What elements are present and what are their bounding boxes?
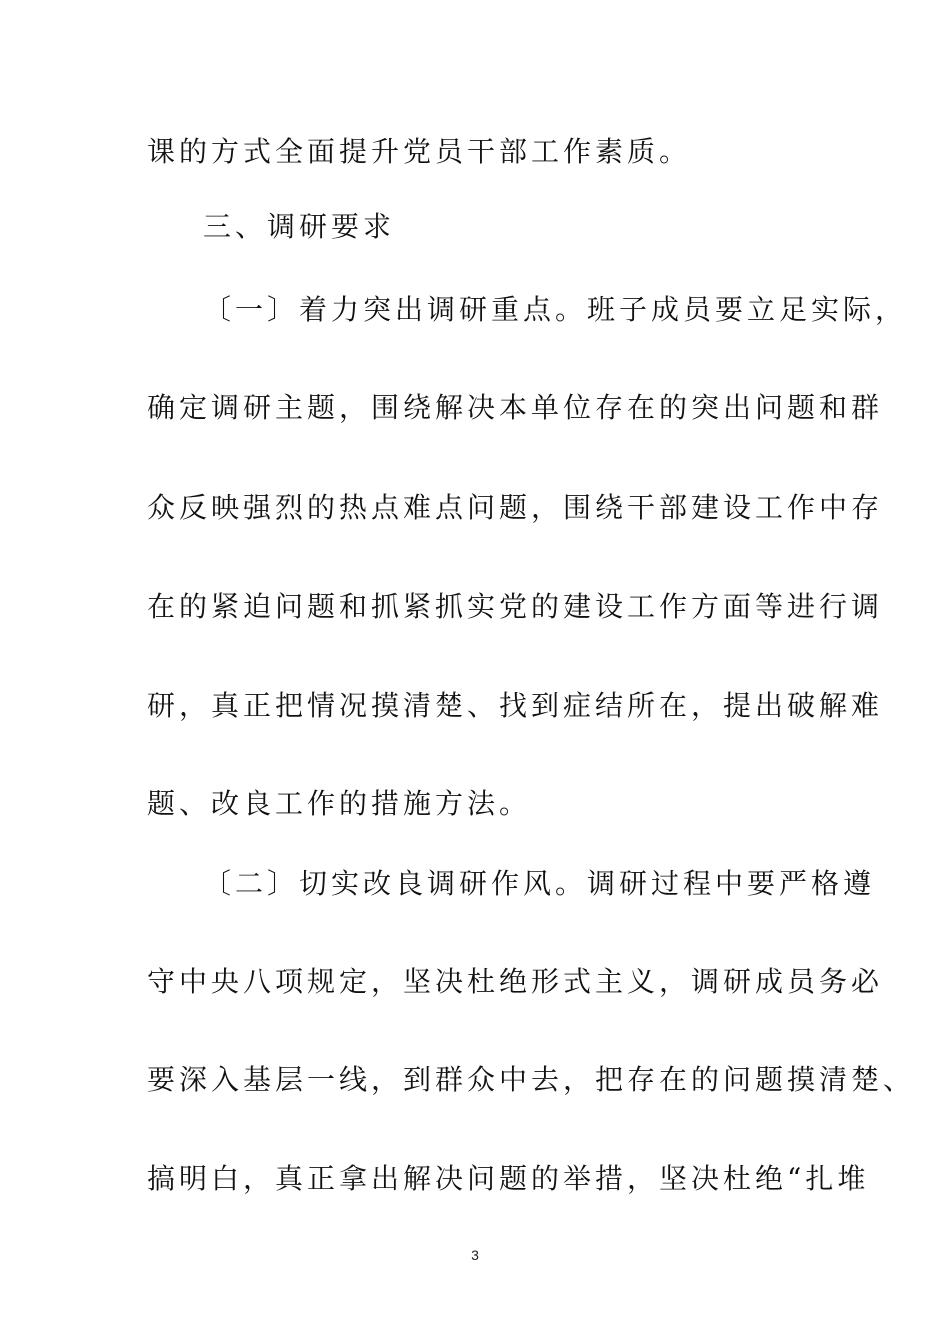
text-line-9: 〔二〕切实改良调研作风。调研过程中要严格遵 [203,867,876,900]
text-line-4: 确定调研主题，围绕解决本单位存在的突出问题和群 [147,391,884,424]
section-heading: 三、调研要求 [203,210,396,243]
text-line-8: 题、改良工作的措施方法。 [147,787,532,820]
text-line-12: 搞明白，真正拿出解决问题的举措，坚决杜绝“扎堆 [147,1162,870,1195]
page-number: 3 [471,1247,479,1263]
text-line-7: 研，真正把情况摸清楚、找到症结所在，提出破解难 [147,689,884,722]
text-line-5: 众反映强烈的热点难点问题，围绕干部建设工作中存 [147,491,884,524]
text-line-1: 课的方式全面提升党员干部工作素质。 [147,135,692,168]
text-line-3: 〔一〕着力突出调研重点。班子成员要立足实际， [203,293,908,326]
text-line-6: 在的紧迫问题和抓紧抓实党的建设工作方面等进行调 [147,590,884,623]
text-line-10: 守中央八项规定，坚决杜绝形式主义，调研成员务必 [147,965,884,998]
text-line-11: 要深入基层一线，到群众中去，把存在的问题摸清楚、 [147,1063,916,1096]
